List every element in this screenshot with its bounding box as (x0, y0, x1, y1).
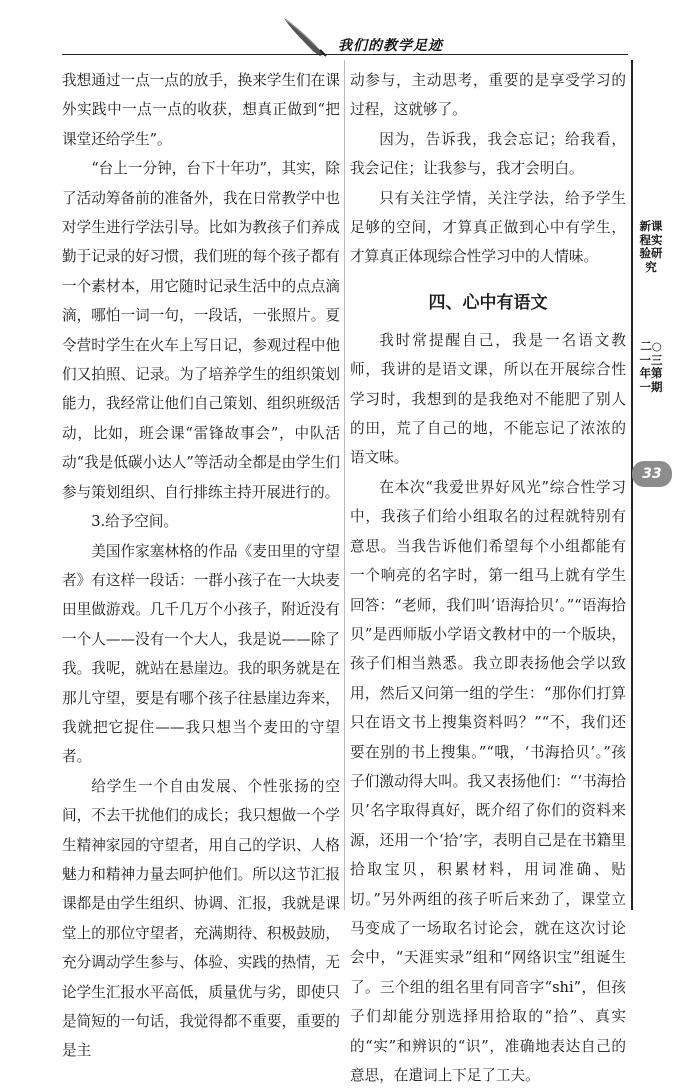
paragraph: 在本次“我爱世界好风光”综合性学习中，我孩子们给小组取名的过程就特别有意思。当我告诉他们希望每个小组都能有一个响亮的名字时，第一组马上就有学生回答：“老师，我们叫‘语海拾贝’。”“语海拾贝”是西师版小学语文教材中的一个版块，孩子们相当熟悉。我立即表扬他会学以致用，然后又问第一组的学生：“那你们打算只在语文书上搜集资料吗？”“不，我们还要在别的书上搜集。”“哦，‘书海拾贝’。”孩子们激动得大叫。我又表扬他们：“‘书海拾贝’名字取得真好，既介绍了你们的资料来源，还用一个‘拾’字，表明自己是在书籍里拾取宝贝，积累材料，用词准确、贴切。”另外两组的孩子听后来劲了，课堂立马变成了一场取名讨论会，就在这次讨论会中，“天涯实录”组和“网络识宝”组诞生了。三个组的组名里有同音字“shi”，但孩子们却能分别选择用拾取的“拾”、真实的“实”和辨识的“识”，准确地表达自己的意思，在遣词上下足了工夫。 (350, 478, 626, 1084)
page-number-badge: 33 (632, 461, 672, 487)
pen-nib-icon (280, 14, 336, 58)
issue-label: 二○一三年第一期 (639, 339, 663, 394)
paragraph: 我时常提醒自己，我是一名语文教师，我讲的是语文课，所以在开展综合性学习时，我想到的是我绝对不能肥了别人的田，荒了自己的地，不能忘记了浓浓的语文味。 (350, 331, 626, 467)
paragraph: 给学生一个自由发展、个性张扬的空间，不去干扰他们的成长；我只想做一个学生精神家园的守望者，用自己的学识、人格魅力和精神力量去呵护他们。所以这节汇报课都是由学生组织、协调、汇报，我就是课堂上的那位守望者，充满期待、积极鼓励，充分调动学生参与、体验、实践的热情，无论学生汇报水平高低，质量优与劣，即使只是简短的一句话，我觉得都不重要，重要的是主 (62, 777, 340, 1060)
header-rule (62, 54, 628, 55)
paragraph: 动参与，主动思考，重要的是享受学习的过程，这就够了。 (350, 72, 626, 119)
left-column (62, 66, 340, 1066)
journal-name: 新课程实验研究 (639, 219, 663, 274)
margin-rule (631, 60, 633, 910)
paragraph: 因为，告诉我，我会忘记；给我看，我会记住；让我参与，我才会明白。 (350, 130, 626, 178)
column-divider (344, 60, 345, 910)
paragraph: 我想通过一点一点的放手，换来学生们在课外实践中一点一点的收获，想真正做到“把课堂还给学生”。 (62, 72, 340, 148)
paragraph: 只有关注学情，关注学法，给予学生足够的空间，才算真正做到心中有学生，才算真正体现综合性学习中的人情味。 (350, 189, 626, 266)
right-column (350, 66, 626, 1090)
paragraph: 美国作家塞林格的作品《麦田里的守望者》有这样一段话：一群小孩子在一大块麦田里做游戏。几千几万个小孩子，附近没有一个人——没有一个大人，我是说——除了我。我呢，就站在悬崖边。我的职务就是在那儿守望，要是有哪个孩子往悬崖边奔来，我就把它捉住——我只想当个麦田的守望者。 (62, 542, 340, 766)
running-header-title: 我们的教学足迹 (338, 38, 443, 54)
subsection-heading: 3.给予空间。 (91, 513, 179, 531)
paragraph: “台上一分钟，台下十年功”，其实，除了活动筹备前的准备外，我在日常教学中也对学生进行学法引导。比如为教孩子们养成勤于记录的好习惯，我们班的每个孩子都有一个素材本，用它随时记录生活中的点点滴滴，哪怕一词一句，一段话，一张照片。夏令营时学生在火车上写日记，参观过程中他们又拍照、记录。为了培养学生的组织策划能力，我经常让他们自己策划、组织班级活动，比如，班会课“雷锋故事会”，中队活动“我是低碳小达人”等活动全都是由学生们参与策划组织、自行排练主持开展进行的。 (62, 160, 340, 501)
section-heading: 四、心中有语文 (428, 292, 548, 313)
